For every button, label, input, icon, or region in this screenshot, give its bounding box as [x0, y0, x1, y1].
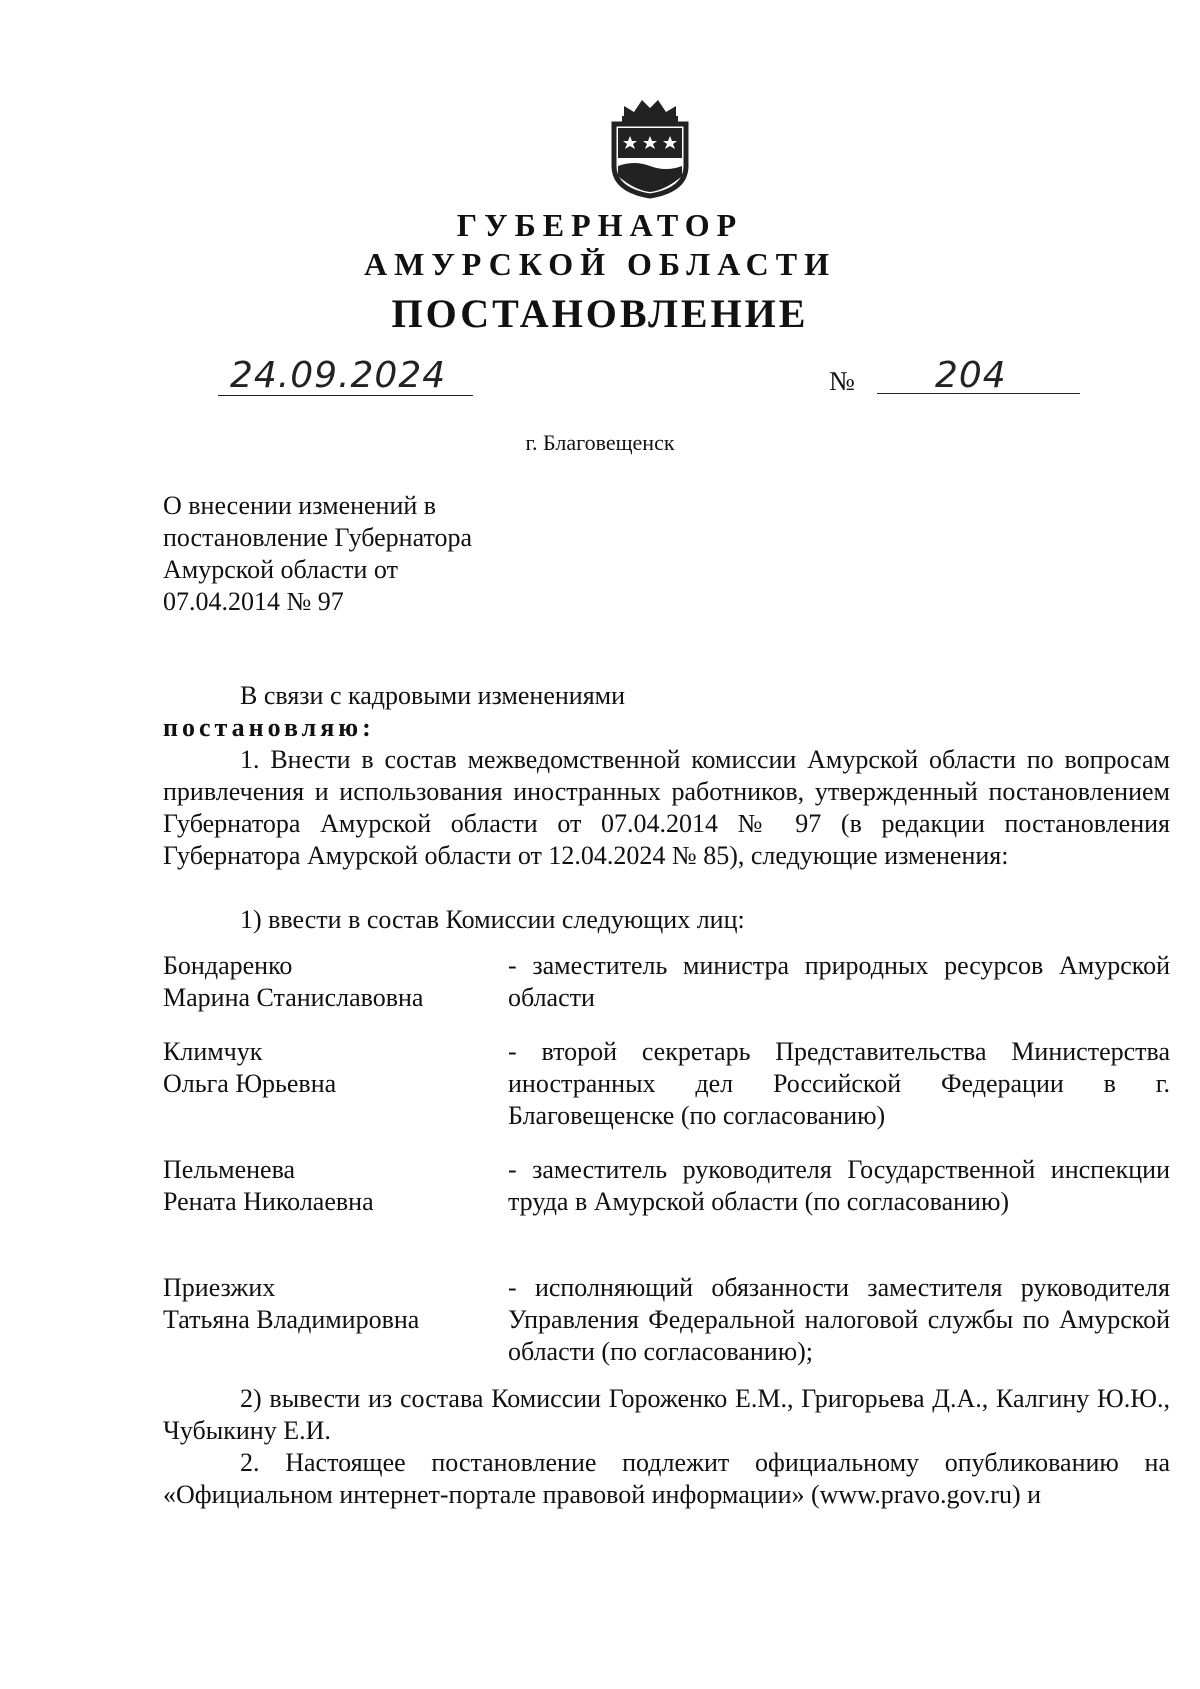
member-surname: Климчук [163, 1037, 263, 1066]
subject-line: постановление Губернатора [163, 523, 473, 552]
document-type-title: ПОСТАНОВЛЕНИЕ [391, 291, 809, 336]
number-underline [877, 393, 1080, 394]
member-name [163, 1154, 503, 1218]
member-role: - исполняющий обязанности заместителя руководителя Управления Федеральной налоговой службы по Амурской области (по согласованию); [508, 1273, 1170, 1366]
subject-line: О внесении изменений в [163, 491, 437, 520]
member-name [163, 1036, 503, 1100]
handwritten-number: 204 [935, 355, 1007, 396]
subject-line: 07.04.2014 № 97 [163, 587, 344, 616]
member-given-names: Рената Николаевна [163, 1187, 374, 1216]
date-underline [218, 395, 473, 396]
member-given-names: Ольга Юрьевна [163, 1069, 337, 1098]
number-sign: № [829, 366, 855, 396]
decree-word: постановляю: [163, 713, 375, 742]
member-name [163, 1272, 503, 1336]
member-surname: Приезжих [163, 1273, 276, 1302]
member-role: - второй секретарь Представительства Министерства иностранных дел Российской Федерации в г. Благовещенске (по согласованию) [508, 1037, 1170, 1130]
coat-of-arms-icon [604, 96, 696, 200]
city-of-issue: г. Благовещенск [525, 430, 675, 455]
subject-line: Амурской области от [163, 555, 398, 584]
member-role: - заместитель руководителя Государственной инспекции труда в Амурской области (по согласованию) [508, 1155, 1170, 1216]
preamble [163, 680, 1170, 744]
member-role: - заместитель министра природных ресурсов Амурской области [508, 951, 1170, 1012]
issuer-title: ГУБЕРНАТОР [456, 207, 744, 243]
item-1: 1. Внести в состав межведомственной комиссии Амурской области по вопросам привлечения и использования иностранных работников, утвержденный постановлением Губернатора Амурской области от 07.04.2014 № 97 (в редакции постановления Губернатора Амурской области от 12.04.2024 № 85), следующие изменения: [163, 745, 1170, 870]
member-given-names: Марина Станиславовна [163, 983, 424, 1012]
member-surname: Бондаренко [163, 951, 293, 980]
member-surname: Пельменева [163, 1155, 296, 1184]
item-1-subitem-1: 1) ввести в состав Комиссии следующих лиц: [240, 905, 745, 934]
item-1-subitem-2: 2) вывести из состава Комиссии Гороженко Е.М., Григорьева Д.А., Калгину Ю.Ю., Чубыкину Е.И. [163, 1384, 1170, 1445]
item-2: 2. Настоящее постановление подлежит официальному опубликованию на «Официальном интернет-портале правовой информации» (www.pravo.gov.ru) и [163, 1448, 1170, 1509]
issuer-region: АМУРСКОЙ ОБЛАСТИ [364, 246, 836, 282]
document-subject [163, 490, 472, 618]
member-name [163, 950, 503, 1014]
member-given-names: Татьяна Владимировна [163, 1305, 420, 1334]
handwritten-date: 24.09.2024 [230, 355, 447, 396]
preamble-text: В связи с кадровыми изменениями [240, 681, 626, 710]
